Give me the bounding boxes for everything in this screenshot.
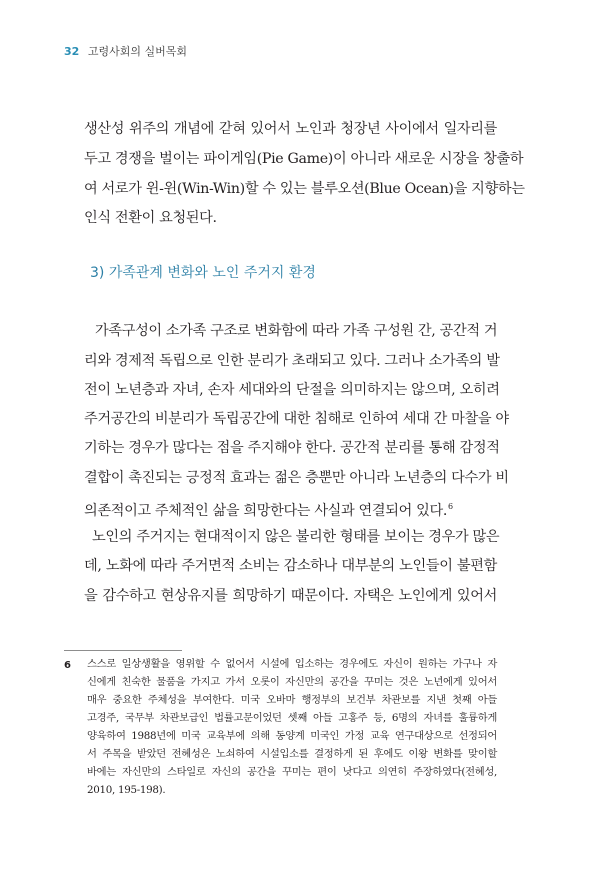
page-number: 32 (64, 45, 80, 58)
footnote-line-2: 신에게 친숙한 물품을 가지고 가서 오롯이 자신만의 공간을 꾸미는 것은 노년에게 있어서 (87, 676, 497, 688)
paragraph-1-line-1: 가족구성이 소가족 구조로 변화함에 따라 가족 구성원 간, 공간적 거 (95, 323, 498, 339)
footnote-marker: 6 (64, 660, 71, 671)
footnote-line-3: 매우 중요한 주체성을 부여한다. 미국 오바마 행정부의 보건부 차관보를 지낸 첫째 아들 (87, 694, 497, 706)
running-header (64, 43, 187, 59)
intro-line-4: 인식 전환이 요청된다. (84, 210, 217, 226)
paragraph-2-line-2: 데, 노화에 따라 주거면적 소비는 감소하나 대부분의 노인들이 불편함 (84, 558, 497, 574)
paragraph-1-line-4: 주거공간의 비분리가 독립공간에 대한 침해로 인하여 세대 간 마찰을 야 (84, 411, 509, 427)
footnote-line-8: 2010, 195-198). (87, 784, 166, 796)
paragraph-2-line-1: 노인의 주거지는 현대적이지 않은 불리한 형태를 보이는 경우가 많은 (92, 529, 500, 545)
intro-line-1: 생산성 위주의 개념에 갇혀 있어서 노인과 청장년 사이에서 일자리를 (84, 121, 497, 137)
footnote-reference: 6 (448, 502, 454, 511)
footnote-line-4: 고경주, 국무부 차관보급인 법률고문이었던 셋째 아들 고홍주 등, 6명의 자녀를 훌륭하게 (87, 712, 497, 724)
paragraph-1-line-7-text: 의존적이고 주체적인 삶을 희망한다는 사실과 연결되어 있다. (84, 503, 447, 519)
footnote-line-5: 양육하여 1988년에 미국 교육부에 의해 동양계 미국인 가정 교육 연구대상으로 선정되어 (87, 730, 497, 742)
paragraph-1-line-3: 전이 노년층과 자녀, 손자 세대와의 단절을 의미하지는 않으며, 오히려 (84, 382, 500, 398)
paragraph-1-line-7 (84, 497, 497, 521)
paragraph-2-line-3: 을 감수하고 현상유지를 희망하기 때문이다. 자택은 노인에게 있어서 (84, 588, 497, 604)
intro-line-3: 여 서로가 윈-윈(Win-Win)할 수 있는 블루오션(Blue Ocean)을 지향하는 (84, 181, 525, 197)
section-heading: 3) 가족관계 변화와 노인 주거지 환경 (90, 265, 316, 281)
footnote-line-7: 바에는 자신만의 스타일로 자신의 공간을 꾸미는 편이 낫다고 의연히 주장하였다(전혜성, (87, 766, 497, 778)
paragraph-1-line-2: 리와 경제적 독립으로 인한 분리가 초래되고 있다. 그러나 소가족의 발 (84, 353, 500, 369)
intro-line-2: 두고 경쟁을 벌이는 파이게임(Pie Game)이 아니라 새로운 시장을 창출하 (84, 151, 524, 167)
paragraph-1-line-6: 결합이 촉진되는 긍정적 효과는 젊은 층뿐만 아니라 노년층의 다수가 비 (84, 470, 509, 486)
footnote-line-6: 서 주목을 받았던 전혜성은 노쇠하여 시설입소를 결정하게 된 후에도 이왕 변화를 맞이할 (87, 748, 497, 760)
footnote-divider (64, 650, 182, 651)
book-title: 고령사회의 실버목회 (87, 45, 187, 58)
footnote-line-1: 스스로 일상생활을 영위할 수 없어서 시설에 입소하는 경우에도 자신이 원하는 가구나 자 (87, 658, 497, 670)
paragraph-1-line-5: 기하는 경우가 많다는 점을 주지해야 한다. 공간적 분리를 통해 감정적 (84, 440, 500, 456)
